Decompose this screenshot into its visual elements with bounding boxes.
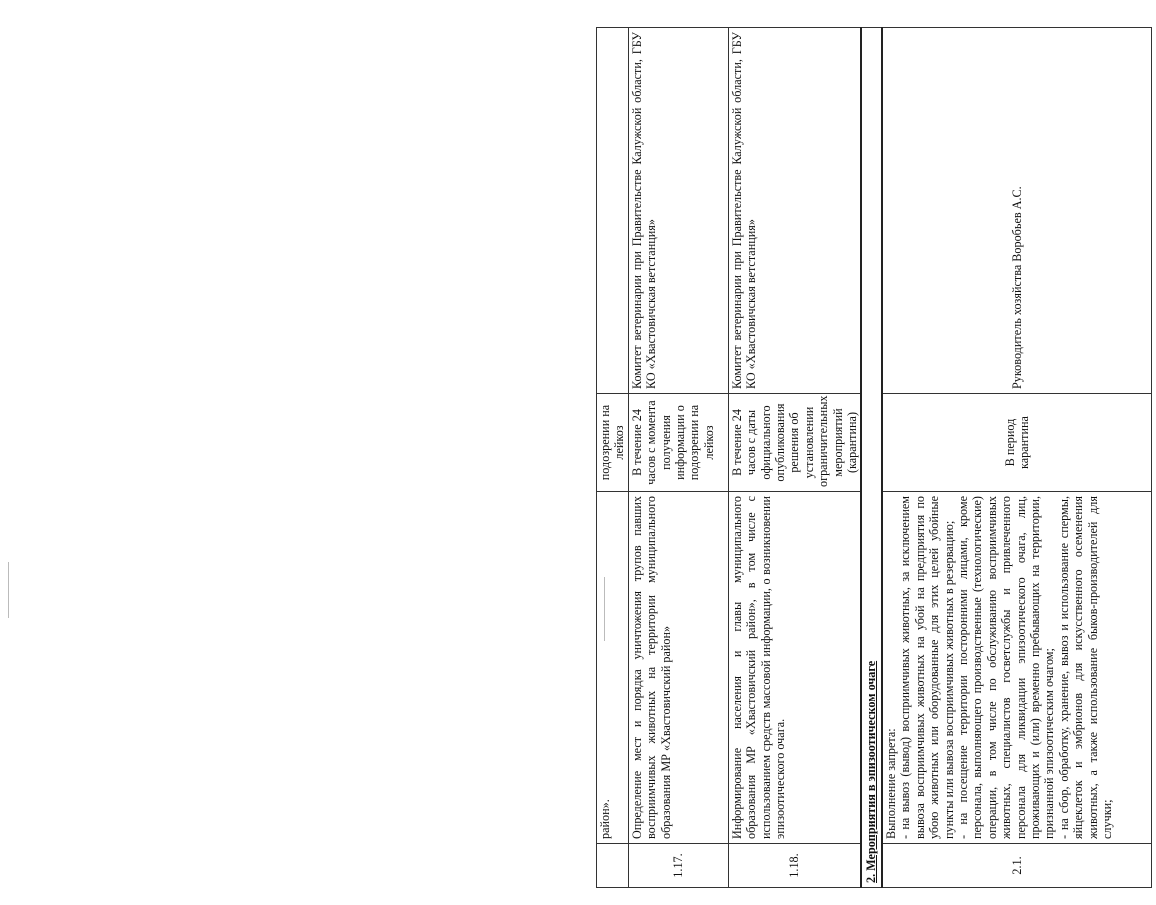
table-row xyxy=(597,28,629,888)
row-number: 1.18. xyxy=(728,844,861,888)
responsible-cell: Комитет ветеринарии при Правительстве Калужской области, ГБУ КО «Хвастовичская ветстанция» xyxy=(628,28,728,394)
action-cell: Определение мест и порядка уничтожения трупов павших восприимчивых животных на территории муниципального образования МР «Хвастовичский район» xyxy=(628,492,728,844)
action-cell: Информирование населения и главы муниципального образования МР «Хвастовичский район», в том числе с использованием средств массовой информации, о возникновении эпизоотического очага. xyxy=(728,492,861,844)
table-row xyxy=(882,28,1152,888)
table-row xyxy=(728,28,861,888)
term-cell: В период карантина xyxy=(882,394,1152,492)
rotated-sheet xyxy=(596,28,1156,888)
table-row xyxy=(628,28,728,888)
action-cell xyxy=(882,492,1152,844)
scan-line-right xyxy=(604,577,605,641)
row-number: 1.17. xyxy=(628,844,728,888)
term-cell: подозрении на лейкоз xyxy=(597,394,629,492)
term-cell: В течение 24 часов с момента получения информации о подозрении на лейкоз xyxy=(628,394,728,492)
section-title: 2. Мероприятия в эпизоотическом очаге xyxy=(861,28,881,888)
action-line: - на вывоз (вывод) восприимчивых животных, за исключением вывоза восприимчивых животных на убой на предприятия по убою животных или оборудованные для этих целей убойные пункты или вывоза восприимчивых животных в резервацию; xyxy=(898,496,956,839)
row-number xyxy=(597,844,629,888)
responsible-cell xyxy=(597,28,629,394)
measures-table xyxy=(596,27,1152,888)
section-header-row xyxy=(861,28,881,888)
term-cell: В течение 24 часов с даты официального опубликования решения об установлении ограничительных мероприятий (карантина) xyxy=(728,394,861,492)
scan-line-left xyxy=(8,562,9,618)
responsible-cell: Руководитель хозяйства Воробьев А.С. xyxy=(882,28,1152,394)
action-line: - на посещение территории посторонними лицами, кроме персонала, выполняющего производственные (технологические) операции, в том числе по обслуживанию восприимчивых животных, специалистов госветслужбы и привлеченного персонала для ликвидации эпизоотического очага, лиц, проживающих и (или) временно пребывающих на территории, признанной эпизоотическим очагом; xyxy=(955,496,1057,839)
row-number: 2.1. xyxy=(882,844,1152,888)
responsible-cell: Комитет ветеринарии при Правительстве Калужской области, ГБУ КО «Хвастовичская ветстанция» xyxy=(728,28,861,394)
action-line: Выполнение запрета: xyxy=(883,728,898,839)
action-cell: район». xyxy=(597,492,629,844)
action-line: - на сбор, обработку, хранение, вывоз и использование спермы, яйцеклеток и эмбрионов для искусственного осеменения животных, а также использование быков-производителей для случки; xyxy=(1056,496,1114,839)
